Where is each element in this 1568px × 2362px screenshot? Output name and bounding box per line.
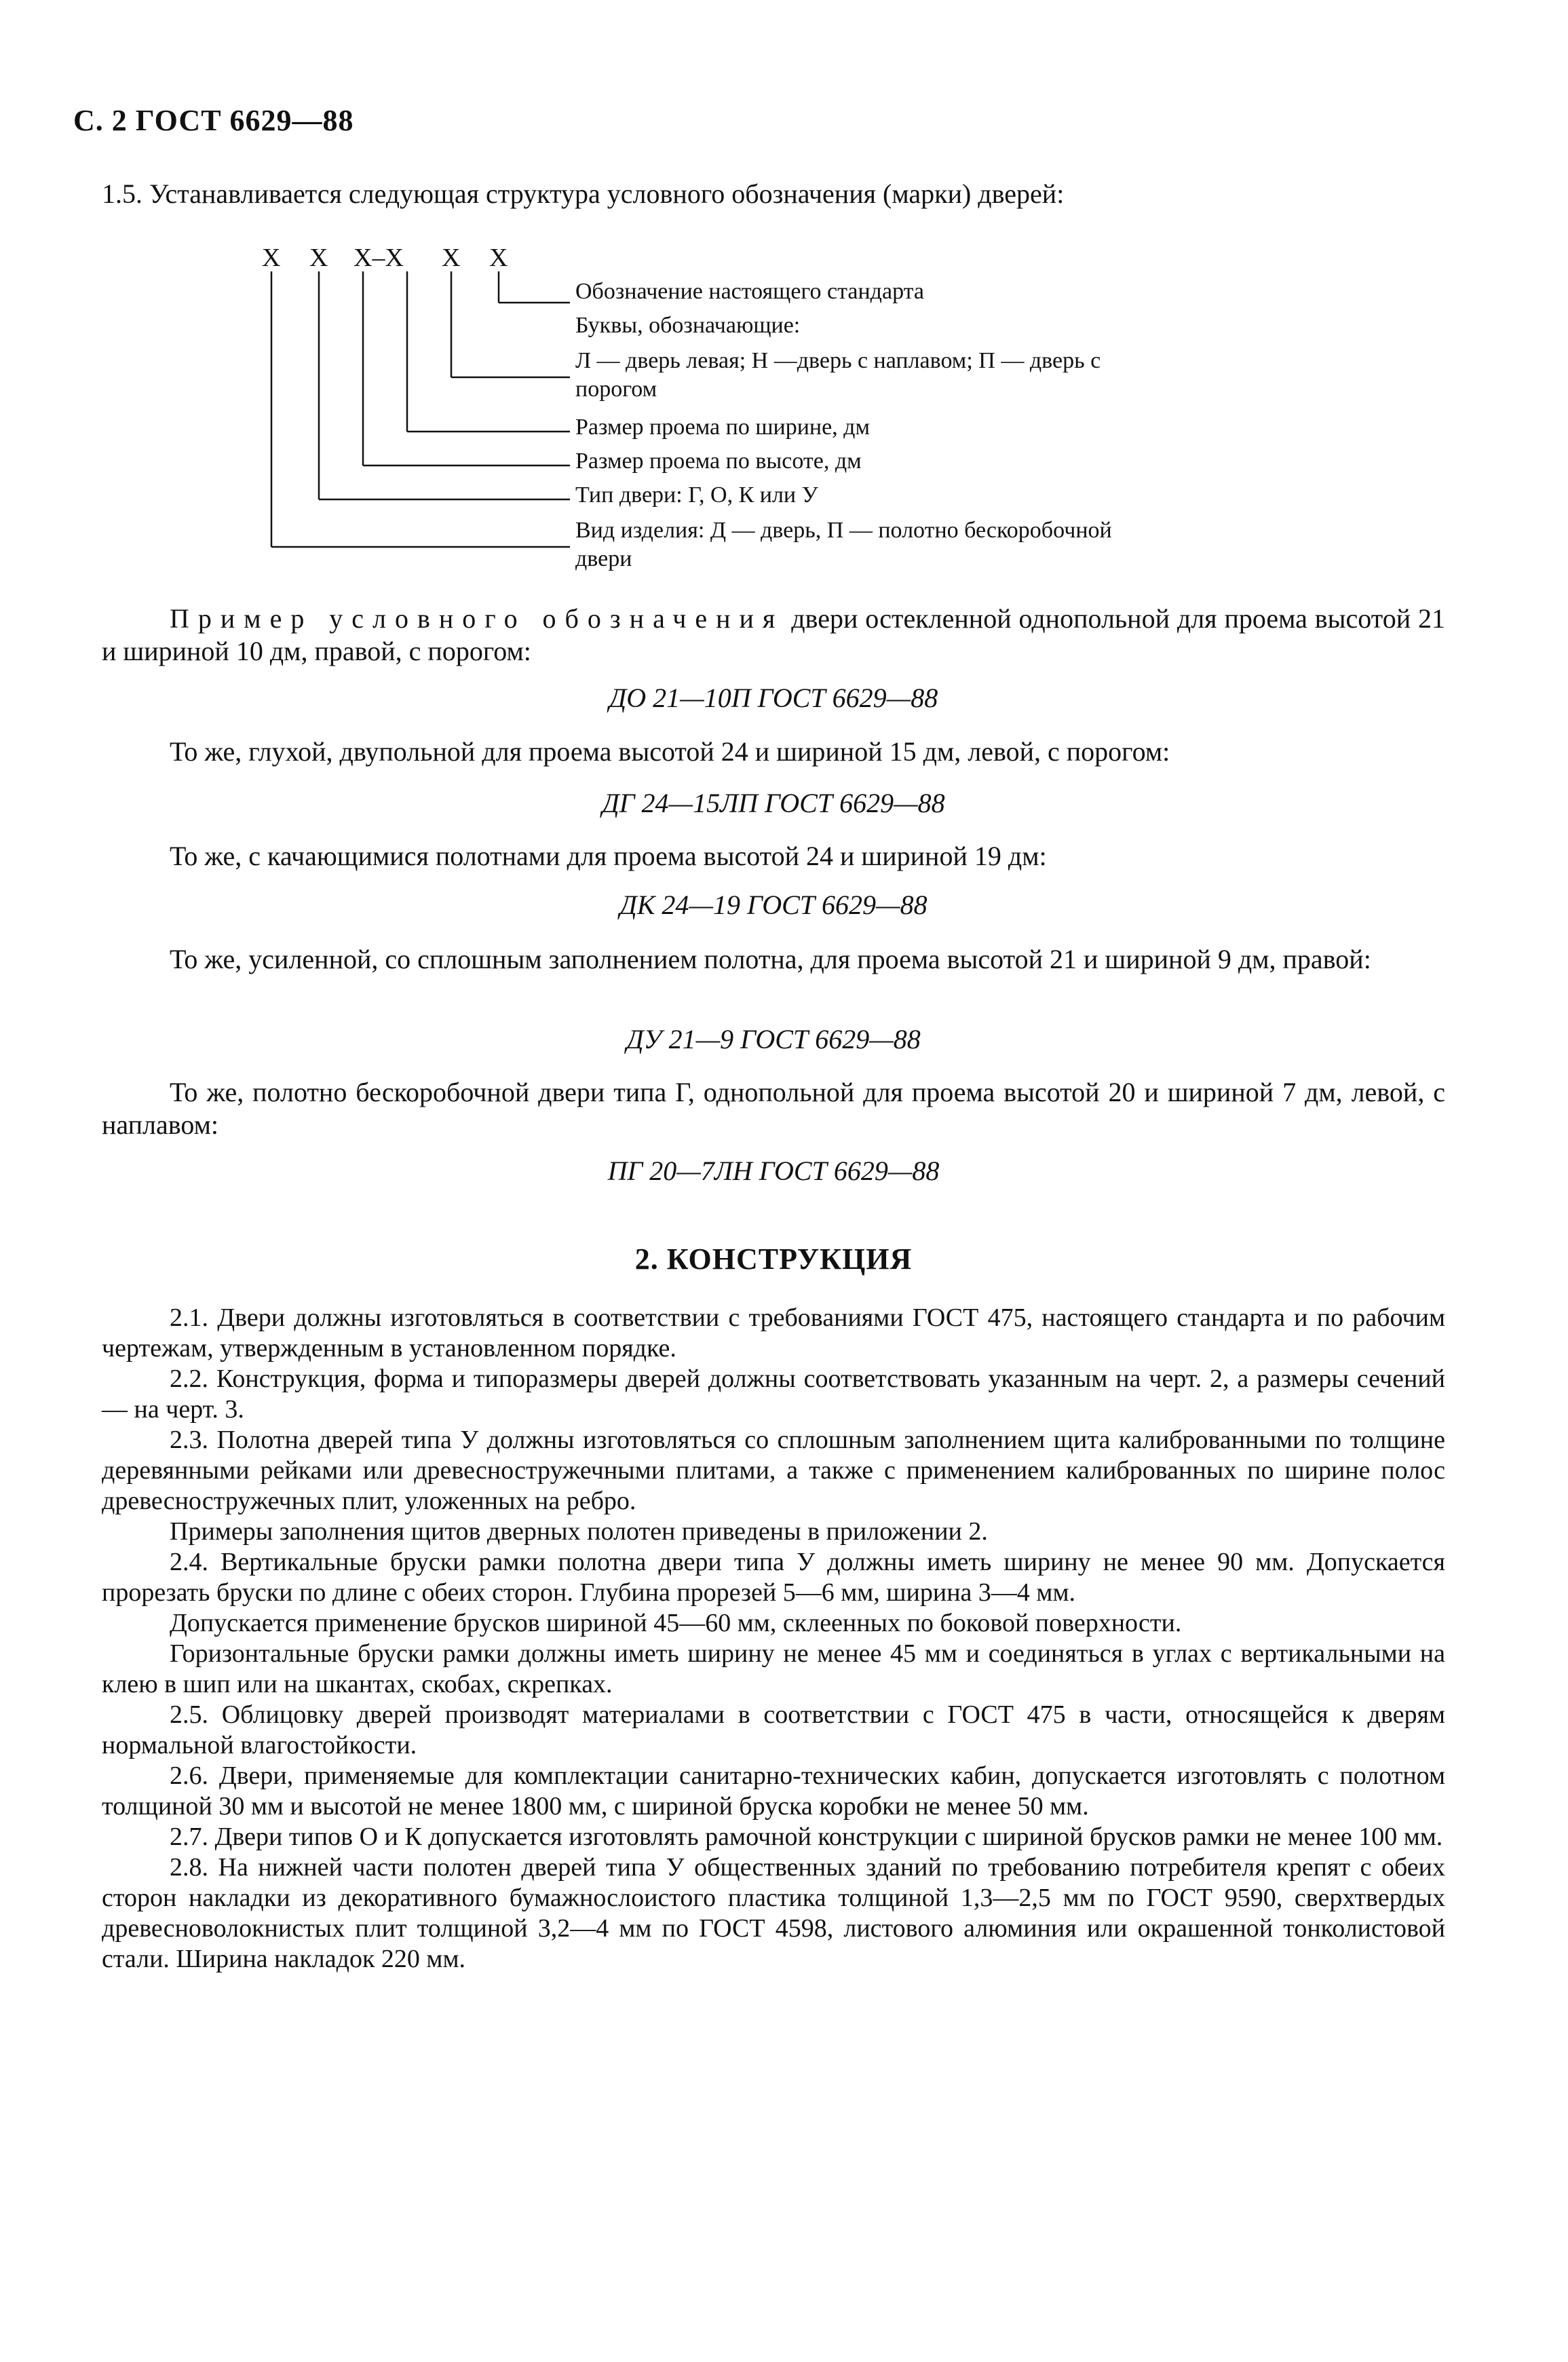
mark-x-6: Х: [489, 244, 508, 272]
clause-2-6: 2.6. Двери, применяемые для комплектации санитарно-технических кабин, допускается изготовлять с полотном толщиной 30 мм и высотой не менее 1800 мм, с шириной бруска коробки не менее 50 мм.: [102, 1761, 1445, 1821]
clause-2-7: 2.7. Двери типов О и К допускается изготовлять рамочной конструкции с шириной брусков рамки не менее 100 мм.: [170, 1823, 1443, 1851]
clause-2-5: 2.5. Облицовку дверей производят материалами в соответствии с ГОСТ 475 в части, относящейся к дверям нормальной влагостойкости.: [102, 1700, 1445, 1759]
section-1-5: 1.5. Устанавливается следующая структура условного обозначения (марки) дверей:: [102, 178, 1065, 209]
label-product: Вид изделия: Д — дверь, П — полотно бескоробочной: [575, 518, 1112, 543]
clause-2-2: 2.2. Конструкция, форма и типоразмеры дверей должны соответствовать указанным на черт. 2, а размеры сечений — на черт. 3.: [102, 1365, 1445, 1424]
mark-x-3: Х–Х: [353, 244, 404, 272]
example-intro: [102, 603, 1445, 668]
clause-2-8: 2.8. На нижней части полотен дверей типа У общественных зданий по требованию потребителя крепят с обеих сторон накладки из декоративного бумажнослоистого пластика толщиной 1,3—2,5 мм по ГОСТ 9590, сверхтвердых древесноволокнистых плит толщиной 3,2—4 мм по ГОСТ 4598, листового алюминия или окрашенной тонколистовой стали. Ширина накладок 220 мм.: [102, 1853, 1445, 1973]
label-standard: Обозначение настоящего стандарта: [575, 279, 924, 304]
label-product-2: двери: [575, 546, 632, 571]
example-text-3: То же, с качающимися полотнами для проема высотой 24 и шириной 19 дм:: [170, 841, 1047, 871]
section-2-heading: 2. КОНСТРУКЦИЯ: [634, 1242, 913, 1276]
example-intro-rest: двери остекленной однопольной для проема высотой 21 и шириной 10 дм, правой, с порогом:: [102, 603, 1445, 666]
clause-2-3-note: Примеры заполнения щитов дверных полотен приведены в приложении 2.: [170, 1517, 988, 1546]
clause-2-4-note-2: Горизонтальные бруски рамки должны иметь ширину не менее 45 мм и соединяться в углах с вертикальными на клею в шип или на шкантах, скобах, скрепках.: [102, 1639, 1445, 1698]
clause-2-4: 2.4. Вертикальные бруски рамки полотна двери типа У должны иметь ширину не менее 90 мм. Допускается прорезать бруски по длине с обеих сторон. Глубина прорезей 5—6 мм, ширина 3—4 мм.: [102, 1548, 1445, 1607]
label-type: Тип двери: Г, О, К или У: [575, 482, 818, 508]
example-code-3: ДК 24—19 ГОСТ 6629—88: [619, 890, 928, 920]
section-2-body: [102, 1303, 1445, 1975]
mark-x-1: Х: [262, 244, 281, 272]
mark-x-5: Х: [442, 244, 461, 272]
example-code-1: ДО 21—10П ГОСТ 6629—88: [609, 683, 938, 713]
example-code-5: ПГ 20—7ЛН ГОСТ 6629—88: [607, 1156, 940, 1186]
clause-2-1: 2.1. Двери должны изготовляться в соответствии с требованиями ГОСТ 475, настоящего стандарта и по рабочим чертежам, утвержденным в установленном порядке.: [102, 1303, 1445, 1363]
example-text-4: То же, усиленной, со сплошным заполнением полотна, для проема высотой 21 и шириной 9 дм, правой:: [170, 944, 1371, 974]
page-header: С. 2 ГОСТ 6629—88: [73, 104, 354, 137]
example-text-2: То же, глухой, двупольной для проема высотой 24 и шириной 15 дм, левой, с порогом:: [170, 736, 1170, 767]
example-code-2: ДГ 24—15ЛП ГОСТ 6629—88: [602, 788, 945, 818]
label-letters-detail: Л — дверь левая; Н —дверь с наплавом; П — дверь с: [575, 348, 1101, 373]
label-letters: Буквы, обозначающие:: [575, 313, 801, 338]
label-letters-detail-2: порогом: [575, 377, 657, 402]
mark-x-2: Х: [309, 244, 328, 272]
example-code-4: ДУ 21—9 ГОСТ 6629—88: [626, 1024, 921, 1054]
example-text-5: То же, полотно бескоробочной двери типа Г, однопольной для проема высотой 20 и шириной 7 дм, левой, с наплавом:: [102, 1077, 1445, 1140]
label-height: Размер проема по высоте, дм: [575, 449, 862, 474]
example-intro-spaced: Пример условного обозначения: [170, 603, 784, 634]
clause-2-4-note-1: Допускается применение брусков шириной 45—60 мм, склеенных по боковой поверхности.: [170, 1609, 1182, 1637]
clause-2-3: 2.3. Полотна дверей типа У должны изготовляться со сплошным заполнением щита калиброванными по толщине деревянными рейками или древесностружечными плитами, а также с применением калиброванных по ширине полос древесностружечных плит, уложенных на ребро.: [102, 1426, 1445, 1515]
label-width: Размер проема по ширине, дм: [575, 415, 870, 440]
